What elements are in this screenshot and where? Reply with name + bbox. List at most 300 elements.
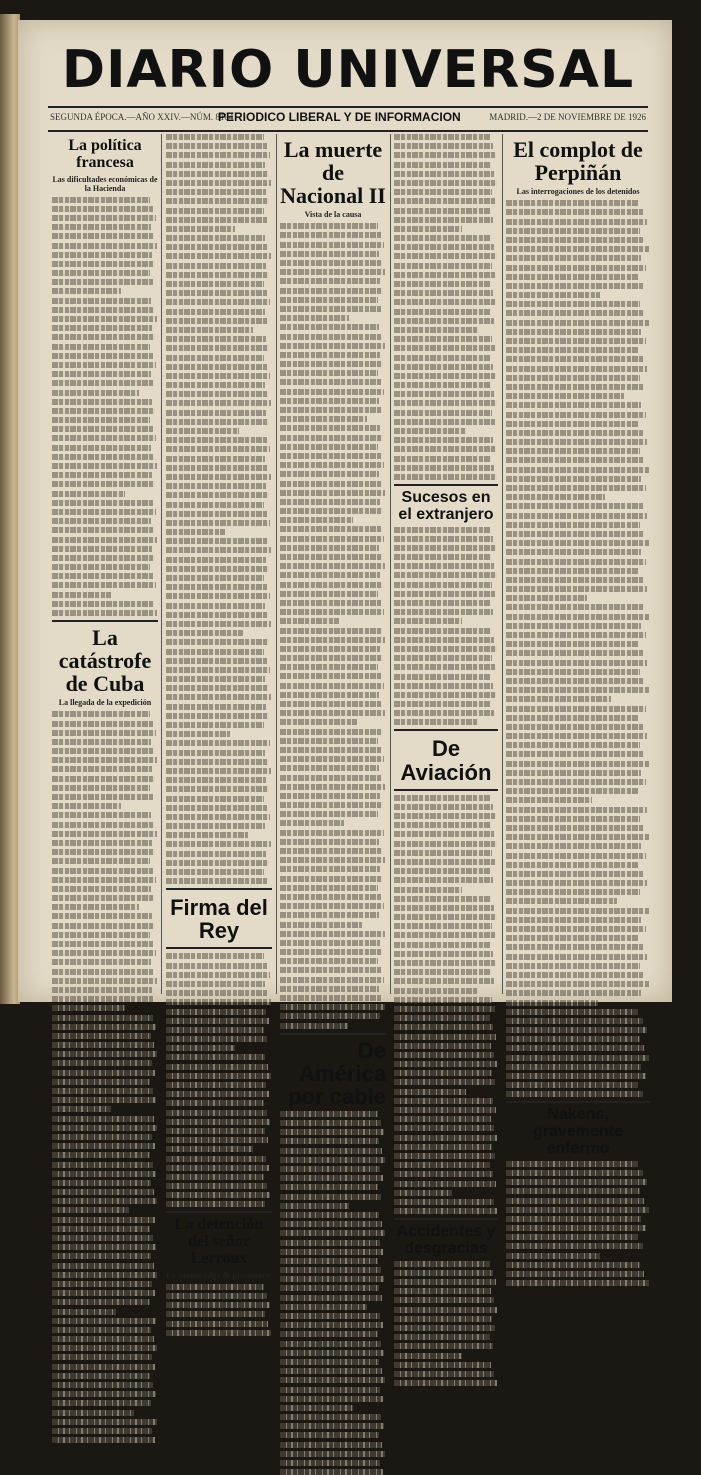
text-line [280, 802, 383, 808]
text-line [280, 1313, 380, 1319]
text-line [280, 609, 384, 615]
text-line [280, 839, 379, 845]
text-line [52, 996, 155, 1002]
text-line [280, 1120, 381, 1126]
text-line [166, 1293, 267, 1299]
text-line [52, 463, 157, 469]
text-line [52, 969, 154, 975]
deck-muerte-nacional: Vista de la causa [304, 210, 362, 220]
text-line [394, 988, 479, 994]
text-line [394, 1362, 491, 1368]
text-line [166, 162, 265, 168]
text-line [166, 1302, 270, 1308]
text-line [280, 572, 380, 578]
text-line [280, 1451, 385, 1457]
deck-politica-francesa: Las dificultades económicas de la Hacienda [52, 174, 158, 193]
column-3 [280, 134, 386, 1109]
text-line [52, 1354, 152, 1360]
text-line [166, 694, 271, 700]
text-line [52, 840, 152, 846]
text-line [166, 309, 265, 315]
text-line [394, 960, 496, 966]
text-line [166, 1201, 265, 1207]
text-line [52, 766, 152, 772]
text-line [52, 1116, 154, 1122]
text-line [394, 1371, 494, 1377]
text-line [280, 306, 381, 312]
text-line [52, 592, 111, 598]
text-line [280, 683, 384, 689]
text-line [52, 877, 156, 883]
text-line [394, 281, 490, 287]
text-line [166, 1091, 269, 1097]
text-line [394, 217, 493, 223]
text-line [166, 373, 270, 379]
text-line [506, 384, 644, 390]
text-line [280, 765, 379, 771]
text-line [506, 366, 647, 372]
text-line [506, 1091, 643, 1097]
newspaper-page [18, 20, 672, 1280]
text-line [506, 880, 647, 886]
text-line [506, 1009, 638, 1015]
text-line [166, 999, 271, 1005]
text-line [280, 389, 384, 395]
text-line [166, 759, 268, 765]
text-line [52, 1051, 157, 1057]
text-line [394, 674, 490, 680]
text-line [506, 439, 647, 445]
text-line [52, 739, 151, 745]
text-line [280, 848, 382, 854]
text-line [166, 963, 267, 969]
text-line [52, 527, 154, 533]
text-line [280, 499, 380, 505]
text-line [166, 1036, 267, 1042]
text-line [52, 941, 153, 947]
text-line [166, 566, 269, 572]
text-line [394, 914, 497, 920]
text-line [166, 1018, 269, 1024]
text-line [394, 969, 491, 975]
text-line [52, 950, 156, 956]
text-line [394, 318, 494, 324]
text-line [280, 1405, 353, 1411]
text-line [280, 453, 381, 459]
text-line [52, 1309, 116, 1315]
headline-nakens: Nakens, gravemente enfermo [533, 1106, 623, 1157]
article-body [394, 134, 498, 480]
text-line [280, 747, 381, 753]
text-line [166, 1054, 265, 1060]
text-line [166, 474, 271, 480]
text-line [166, 217, 267, 223]
text-line [506, 310, 644, 316]
text-line [506, 696, 611, 702]
text-line [52, 325, 152, 331]
text-line [280, 1414, 381, 1420]
text-line [506, 807, 647, 813]
text-line [166, 355, 264, 361]
text-line [506, 430, 643, 436]
text-line [506, 209, 643, 215]
text-line [394, 171, 494, 177]
text-line [394, 582, 492, 588]
text-line [52, 252, 152, 258]
text-line [52, 371, 151, 377]
text-line [52, 1134, 152, 1140]
text-line [280, 618, 339, 624]
headline-muerte-nacional: La muerte de Nacional II [280, 137, 386, 209]
text-line [280, 628, 382, 634]
article-body [52, 711, 158, 1443]
column-rule [390, 134, 391, 994]
article-body [394, 795, 498, 1214]
text-line [394, 1199, 494, 1205]
text-line [506, 595, 587, 601]
text-line [280, 646, 380, 652]
text-line [506, 623, 641, 629]
text-line [166, 1100, 264, 1106]
text-line [394, 446, 496, 452]
text-line [166, 465, 268, 471]
text-line [52, 1290, 155, 1296]
text-line [506, 1253, 600, 1259]
text-line [52, 224, 151, 230]
text-line [280, 288, 383, 294]
text-line [280, 655, 383, 661]
text-line [166, 649, 264, 655]
text-line [394, 692, 496, 698]
text-line [394, 1015, 490, 1021]
text-line [52, 1226, 150, 1232]
text-line [52, 868, 153, 874]
text-line [280, 1469, 383, 1475]
text-line [166, 1073, 271, 1079]
text-line [394, 235, 491, 241]
text-line [52, 1272, 157, 1278]
article-body [280, 1111, 386, 1475]
text-line [394, 572, 497, 578]
text-line [52, 481, 155, 487]
text-line [52, 610, 157, 616]
text-line [166, 208, 264, 214]
text-line [52, 1281, 152, 1287]
text-line [506, 274, 638, 280]
text-line [506, 301, 640, 307]
text-line [394, 180, 497, 186]
text-line [166, 630, 243, 636]
text-line [280, 407, 382, 413]
article-body [52, 197, 158, 616]
text-line [506, 540, 649, 546]
column-rule [161, 134, 162, 994]
deck-detencion-lerroux: En cuanto salga de presentarse [166, 1270, 272, 1280]
text-line [394, 162, 491, 168]
text-line [506, 687, 649, 693]
text-line [280, 297, 378, 303]
text-line [52, 206, 153, 212]
text-line [506, 1262, 640, 1268]
text-line [166, 981, 265, 987]
text-line [394, 272, 495, 278]
text-line [280, 1341, 381, 1347]
text-line [52, 555, 155, 561]
text-line [394, 942, 490, 948]
text-line [280, 343, 385, 349]
column-2 [166, 134, 272, 1280]
text-line [506, 678, 644, 684]
text-line [166, 777, 266, 783]
text-line [394, 437, 493, 443]
text-line [506, 788, 638, 794]
text-line [166, 134, 264, 140]
text-line [394, 410, 492, 416]
text-line [506, 1170, 643, 1176]
text-line [166, 382, 265, 388]
text-line [394, 701, 491, 707]
text-line [394, 1288, 491, 1294]
text-line [394, 951, 493, 957]
text-line [506, 604, 644, 610]
text-line [280, 857, 385, 863]
text-line [166, 841, 271, 847]
text-line [506, 467, 649, 473]
text-line [394, 456, 491, 462]
text-line [52, 1106, 111, 1112]
text-line [52, 1189, 154, 1195]
text-line [166, 143, 267, 149]
text-line [506, 825, 644, 831]
text-line [506, 356, 643, 362]
text-line [506, 742, 640, 748]
text-line [52, 573, 153, 579]
text-line [394, 664, 495, 670]
text-line [52, 390, 139, 396]
text-line [394, 1261, 490, 1267]
text-line [166, 345, 269, 351]
text-line [506, 1055, 649, 1061]
text-line [52, 1410, 134, 1416]
text-line [394, 719, 479, 725]
text-line [280, 379, 381, 385]
text-line [394, 850, 492, 856]
text-line [394, 609, 493, 615]
text-line [394, 1297, 494, 1303]
text-line [280, 1212, 379, 1218]
text-line [52, 904, 139, 910]
text-line [280, 692, 379, 698]
text-line [506, 990, 641, 996]
text-line [506, 559, 646, 565]
text-line [166, 529, 225, 535]
text-line [506, 669, 640, 675]
text-line [394, 1034, 496, 1040]
article-body [394, 527, 498, 726]
text-line [166, 198, 269, 204]
text-line [394, 382, 491, 388]
text-line [394, 1325, 495, 1331]
text-line [280, 315, 349, 321]
text-line [52, 1015, 153, 1021]
text-line [52, 721, 153, 727]
text-line [394, 327, 479, 333]
text-line [166, 612, 268, 618]
text-line [166, 1009, 266, 1015]
text-line [166, 1321, 268, 1327]
text-line [52, 334, 155, 340]
text-line [394, 932, 495, 938]
text-line [280, 435, 383, 441]
text-line [280, 1203, 349, 1209]
text-line [506, 476, 641, 482]
text-line [394, 189, 492, 195]
text-line [506, 797, 592, 803]
text-line [506, 347, 638, 353]
text-line [52, 1180, 151, 1186]
text-line [394, 198, 495, 204]
text-line [394, 1070, 492, 1076]
text-line [394, 263, 492, 269]
text-line [394, 859, 495, 865]
text-line [166, 667, 270, 673]
text-line [280, 1157, 385, 1163]
text-line [280, 508, 383, 514]
text-line [52, 1235, 153, 1241]
text-line [280, 1004, 385, 1010]
text-line [506, 513, 647, 519]
text-line [280, 269, 385, 275]
text-line [280, 967, 381, 973]
text-line [280, 1368, 382, 1374]
text-line [280, 1138, 379, 1144]
article-body [394, 1261, 498, 1386]
deck-complot-perpinan: Las interrogaciones de los detenidos [516, 187, 640, 197]
text-line [166, 1082, 266, 1088]
text-line [394, 244, 494, 250]
text-line [52, 362, 156, 368]
text-line [52, 509, 156, 515]
text-line [394, 1043, 491, 1049]
text-line [166, 1330, 271, 1336]
text-line [52, 1382, 153, 1388]
text-line [52, 197, 150, 203]
text-line [394, 554, 491, 560]
text-line [506, 908, 649, 914]
text-line [280, 729, 383, 735]
text-line [52, 895, 154, 901]
text-line [506, 393, 624, 399]
text-line [280, 894, 381, 900]
text-line [280, 526, 381, 532]
text-line [166, 1027, 264, 1033]
text-line [394, 1171, 493, 1177]
text-line [506, 485, 646, 491]
text-line [280, 462, 384, 468]
text-line [166, 290, 267, 296]
text-line [52, 353, 153, 359]
text-line [506, 503, 643, 509]
text-line [52, 1244, 156, 1250]
text-line [166, 1119, 270, 1125]
text-line [506, 706, 646, 712]
masthead-subtitle: PERIODICO LIBERAL Y DE INFORMACION [218, 110, 461, 124]
text-line [166, 1110, 267, 1116]
text-line [394, 1079, 495, 1085]
text-line [394, 545, 496, 551]
text-line [166, 603, 265, 609]
text-line [166, 593, 270, 599]
text-line [280, 591, 378, 597]
date-info: MADRID.—2 DE NOVIEMBRE DE 1926 [489, 112, 646, 122]
text-line [280, 885, 378, 891]
text-line [280, 756, 384, 762]
text-line [394, 905, 494, 911]
text-line [506, 898, 617, 904]
text-line [52, 1299, 150, 1305]
text-line [394, 1208, 497, 1214]
text-line [166, 456, 265, 462]
text-line [280, 1387, 380, 1393]
text-line [506, 862, 638, 868]
text-line [280, 820, 344, 826]
text-line [506, 1161, 638, 1167]
text-line [280, 912, 379, 918]
text-line [506, 963, 640, 969]
text-line [506, 1198, 644, 1204]
text-line [280, 361, 383, 367]
article-body [506, 200, 650, 1097]
text-line [166, 621, 271, 627]
text-line [394, 1006, 495, 1012]
text-line [52, 803, 121, 809]
text-line [166, 814, 270, 820]
text-line [52, 1070, 155, 1076]
text-line [280, 940, 380, 946]
text-line [166, 253, 271, 259]
text-line [166, 796, 264, 802]
text-line [52, 1419, 157, 1425]
text-line [506, 421, 638, 427]
text-line [52, 812, 151, 818]
text-line [166, 704, 266, 710]
text-line [52, 978, 157, 984]
text-line [280, 931, 385, 937]
text-line [52, 546, 152, 552]
text-line [52, 261, 155, 267]
text-line [394, 1089, 466, 1095]
text-line [506, 1018, 643, 1024]
headline-detencion-lerroux: La detención del señor Lerroux [174, 1216, 264, 1268]
text-line [52, 1253, 151, 1259]
text-line [506, 1082, 638, 1088]
text-line [166, 1284, 264, 1290]
text-line [166, 547, 271, 553]
text-line [280, 471, 379, 477]
text-line [280, 242, 384, 248]
text-line [280, 949, 383, 955]
text-line [506, 779, 646, 785]
text-line [52, 1152, 150, 1158]
text-line [506, 1073, 646, 1079]
text-line [280, 1023, 348, 1029]
text-line [506, 834, 649, 840]
text-line [52, 518, 151, 524]
text-line [52, 1217, 155, 1223]
text-line [166, 1311, 265, 1317]
text-line [166, 263, 266, 269]
text-line [52, 1373, 150, 1379]
